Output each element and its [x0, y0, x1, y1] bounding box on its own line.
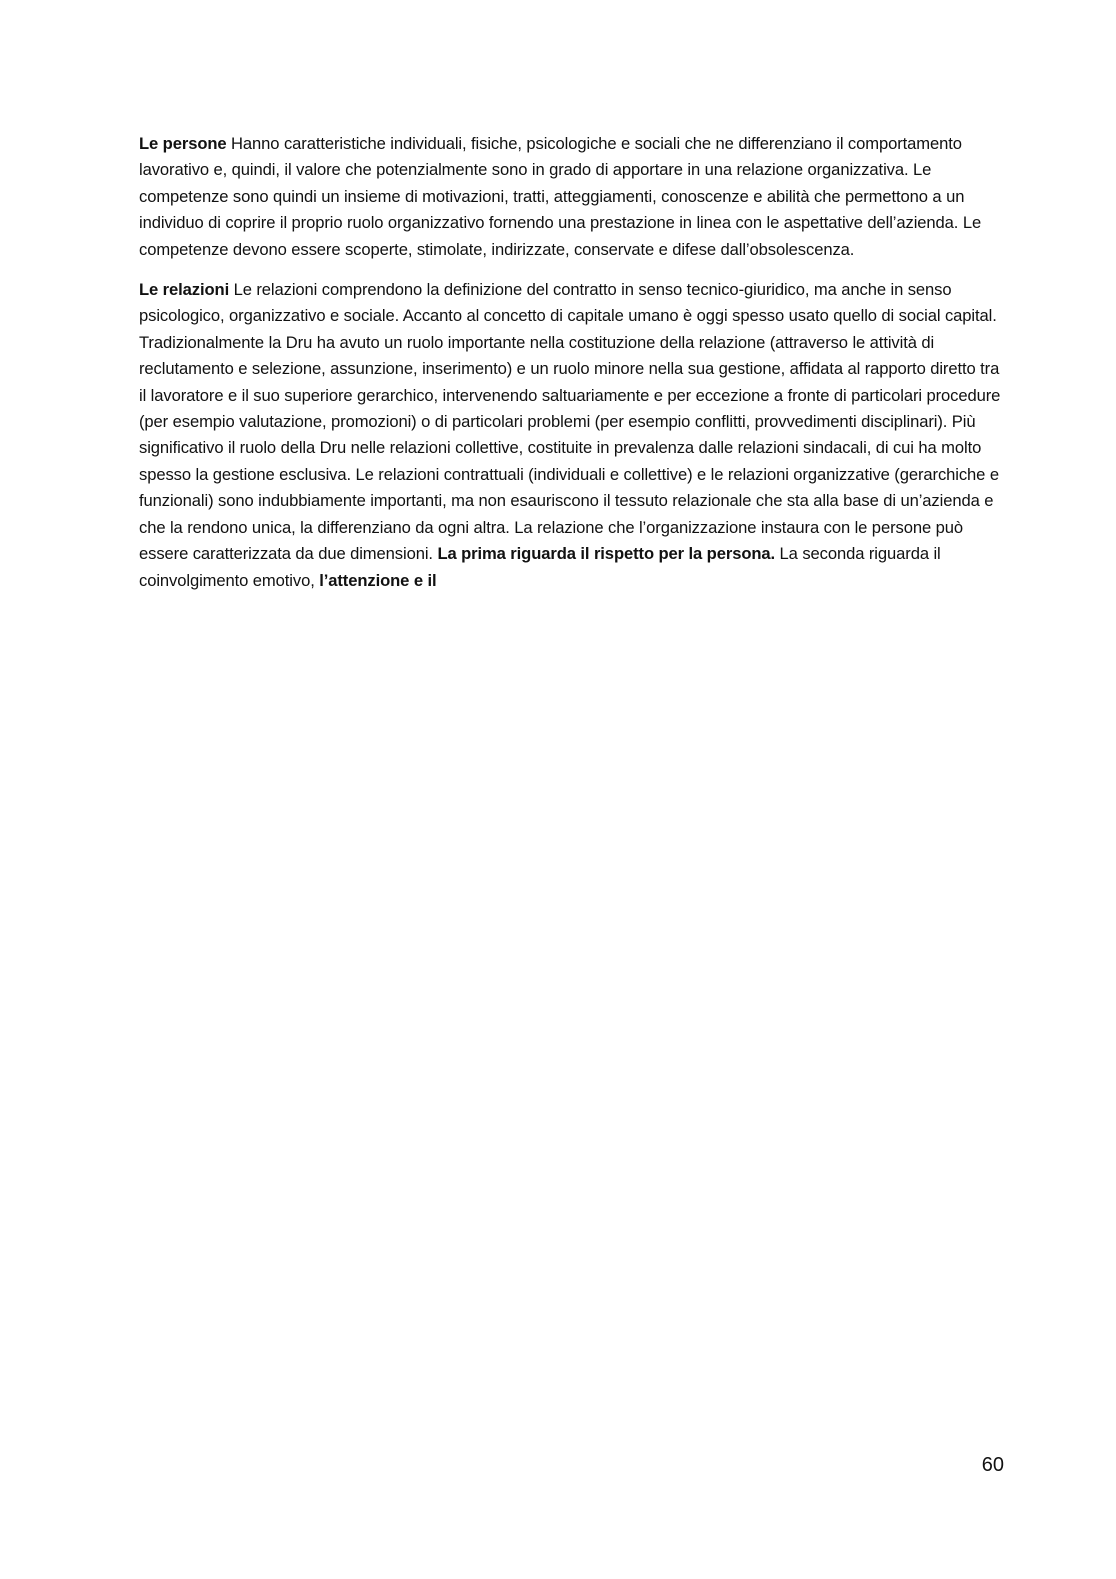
document-body: [139, 131, 1005, 608]
bold-sentence-rispetto: La prima riguarda il rispetto per la persona.: [437, 544, 776, 564]
paragraph-heading-le-relazioni: Le relazioni: [139, 280, 230, 300]
bold-tail-attenzione: l’attenzione e il: [319, 570, 437, 590]
paragraph-text-le-persone: Hanno caratteristiche individuali, fisiche, psicologiche e sociali che ne differenziano il comportamento lavorativo e, quindi, il valore che potenzialmente sono in grado di apportare in una relazione organizzativa. Le competenze sono quindi un insieme di motivazioni, tratti, atteggiamenti, conoscenze e abilità che permettono a un individuo di coprire il proprio ruolo organizzativo fornendo una prestazione in linea con le aspettative dell’azienda. Le competenze devono essere scoperte, stimolate, indirizzate, conservate e difese dall’obsolescenza.: [139, 134, 982, 259]
paragraph-text-le-relazioni: Le relazioni comprendono la definizione del contratto in senso tecnico-giuridico, ma anche in senso psicologico, organizzativo e sociale. Accanto al concetto di capitale umano è oggi spesso usato quello di social capital. Tradizionalmente la Dru ha avuto un ruolo importante nella costituzione della relazione (attraverso le attività di reclutamento e selezione, assunzione, inserimento) e un ruolo minore nella sua gestione, affidata al rapporto diretto tra il lavoratore e il suo superiore gerarchico, intervenendo saltuariamente e per eccezione a fronte di particolari procedure (per esempio valutazione, promozioni) o di particolari problemi (per esempio conflitti, provvedimenti disciplinari). Più significativo il ruolo della Dru nelle relazioni collettive, costituite in prevalenza dalle relazioni sindacali, di cui ha molto spesso la gestione esclusiva. Le relazioni contrattuali (individuali e collettive) e le relazioni organizzative (gerarchiche e funzionali) sono indubbiamente importanti, ma non esauriscono il tessuto relazionale che sta alla base di un’azienda e che la rendono unica, la differenziano da ogni altra. La relazione che l’organizzazione instaura con le persone può essere caratterizzata da due dimensioni.: [139, 280, 1001, 564]
paragraph-heading-le-persone: Le persone: [139, 134, 227, 153]
paragraph-le-relazioni: [139, 277, 1005, 594]
paragraph-le-persone: [139, 131, 1005, 263]
page-number: 60: [981, 1454, 1004, 1476]
paragraph-text-seconda: La seconda riguarda il coinvolgimento emotivo,: [139, 544, 941, 590]
